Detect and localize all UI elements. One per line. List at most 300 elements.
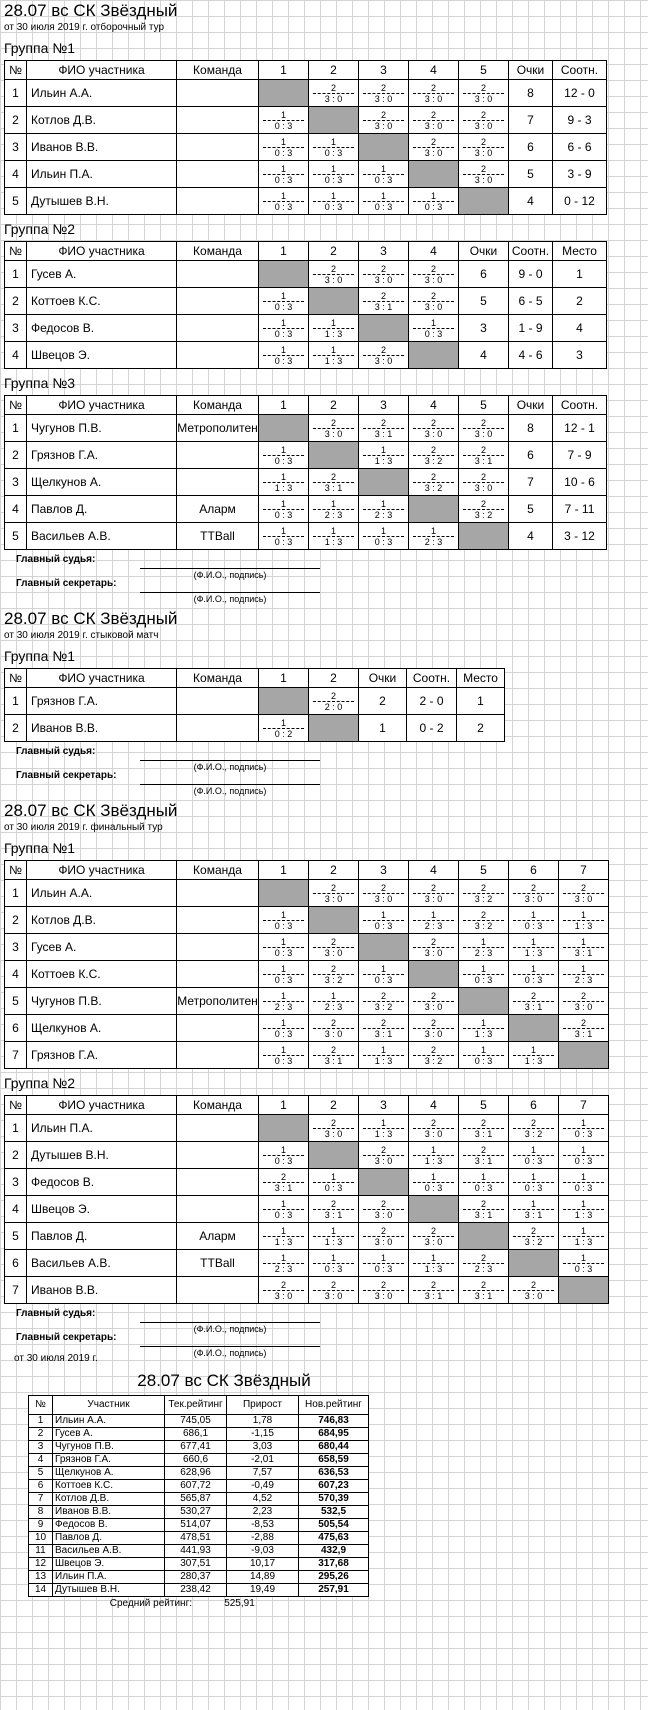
rating-cell: 238,42 — [165, 1584, 227, 1597]
match-score — [359, 1018, 408, 1039]
match-points: 1 — [563, 1145, 604, 1156]
header-row — [5, 1096, 609, 1115]
summary-cell: 7 - 9 — [553, 442, 607, 469]
qualifying-title: 28.07 вс СК Звёздный — [4, 1, 178, 20]
match-points: 2 — [313, 1199, 354, 1210]
team-name — [177, 934, 259, 961]
player-name: Ильин П.А. — [27, 1115, 177, 1142]
match-points: 1 — [563, 964, 604, 975]
group-table — [4, 395, 607, 550]
match-cell — [409, 107, 459, 134]
match-result: 0 : 3 — [324, 1182, 343, 1193]
team-name — [177, 315, 259, 342]
player-name: Котлов Д.В. — [27, 107, 177, 134]
match-points: 1 — [463, 937, 504, 948]
match-cell — [359, 880, 409, 907]
secretary-caption: (Ф.И.О., подпись) — [193, 786, 267, 796]
match-cell — [409, 1169, 459, 1196]
rating-cell: 2 — [29, 1428, 53, 1441]
header-cell: Команда — [177, 242, 259, 261]
match-points: 2 — [463, 1145, 504, 1156]
match-result: 0 : 3 — [574, 1182, 593, 1193]
table-row — [5, 1042, 609, 1069]
match-result: 3 : 1 — [474, 1209, 493, 1220]
signature-block — [0, 742, 320, 796]
match-result: 3 : 2 — [424, 1055, 443, 1066]
rating-body — [29, 1415, 369, 1597]
header-cell: 4 — [409, 861, 459, 880]
match-score — [359, 883, 408, 904]
row-number: 2 — [5, 288, 27, 315]
team-name — [177, 161, 259, 188]
match-cell — [559, 1169, 609, 1196]
match-result: 0 : 3 — [274, 355, 293, 366]
match-result: 0 : 3 — [274, 147, 293, 158]
match-cell — [559, 988, 609, 1015]
match-result: 3 : 0 — [374, 120, 393, 131]
judge-caption: (Ф.И.О., подпись) — [193, 570, 267, 580]
rating-cell: Коттоев К.С. — [53, 1480, 165, 1493]
header-cell: 1 — [259, 861, 309, 880]
match-score — [309, 526, 358, 547]
secretary-caption: (Ф.И.О., подпись) — [193, 594, 267, 604]
match-score — [509, 1145, 558, 1166]
diagonal-cell — [459, 523, 509, 550]
average-rating-label: Средний рейтинг: — [109, 1598, 192, 1609]
match-result: 3 : 0 — [424, 93, 443, 104]
header-cell: ФИО участника — [27, 861, 177, 880]
match-points: 1 — [563, 1226, 604, 1237]
summary-cell: 5 — [459, 288, 509, 315]
header-row — [5, 242, 607, 261]
diagonal-cell — [309, 715, 359, 742]
match-points: 1 — [313, 526, 354, 537]
summary-cell: 3 — [553, 342, 607, 369]
header-cell: 1 — [259, 242, 309, 261]
secretary-line — [140, 770, 320, 785]
match-points: 1 — [413, 1253, 454, 1264]
match-result: 3 : 0 — [374, 1290, 393, 1301]
header-cell: 4 — [409, 396, 459, 415]
match-points: 2 — [363, 1145, 404, 1156]
match-points: 2 — [463, 1253, 504, 1264]
match-cell — [509, 1277, 559, 1304]
match-cell — [259, 1142, 309, 1169]
match-result: 1 : 3 — [374, 1128, 393, 1139]
rating-header-cell: Нов.рейтинг — [299, 1396, 369, 1415]
match-result: 3 : 1 — [374, 428, 393, 439]
match-result: 3 : 1 — [324, 482, 343, 493]
match-points: 1 — [263, 345, 304, 356]
match-points: 2 — [413, 83, 454, 94]
match-score — [509, 937, 558, 958]
team-name — [177, 1142, 259, 1169]
player-name: Ильин П.А. — [27, 161, 177, 188]
match-result: 1 : 3 — [474, 1028, 493, 1039]
match-score — [259, 1199, 308, 1220]
match-score — [309, 318, 358, 339]
summary-cell: 7 — [509, 107, 553, 134]
diagonal-cell — [409, 496, 459, 523]
match-cell — [509, 961, 559, 988]
match-cell — [359, 107, 409, 134]
match-cell — [359, 1015, 409, 1042]
player-name: Иванов В.В. — [27, 134, 177, 161]
match-cell — [309, 80, 359, 107]
match-cell — [359, 161, 409, 188]
match-result: 0 : 3 — [574, 1128, 593, 1139]
rating-row — [29, 1558, 369, 1571]
row-number: 1 — [5, 415, 27, 442]
match-score — [359, 1118, 408, 1139]
rating-cell: 14 — [29, 1584, 53, 1597]
match-result: 0 : 3 — [424, 201, 443, 212]
rating-row — [29, 1441, 369, 1454]
match-result: 3 : 0 — [324, 274, 343, 285]
summary-cell: 4 - 6 — [509, 342, 553, 369]
match-score — [259, 110, 308, 131]
match-result: 3 : 0 — [324, 428, 343, 439]
header-cell: 2 — [309, 61, 359, 80]
match-points: 2 — [263, 1280, 304, 1291]
row-number: 4 — [5, 1196, 27, 1223]
match-score — [459, 1018, 508, 1039]
header-cell: Очки — [509, 61, 553, 80]
team-name — [177, 134, 259, 161]
rating-cell: 1 — [29, 1415, 53, 1428]
match-score — [459, 1280, 508, 1301]
match-cell — [259, 342, 309, 369]
header-cell: 1 — [259, 669, 309, 688]
rating-cell: 9 — [29, 1519, 53, 1532]
header-cell: № — [5, 669, 27, 688]
team-name — [177, 107, 259, 134]
match-score — [409, 137, 458, 158]
match-score — [259, 499, 308, 520]
rating-cell: 505,54 — [299, 1519, 369, 1532]
match-points: 1 — [313, 991, 354, 1002]
match-result: 3 : 0 — [424, 1028, 443, 1039]
match-points: 1 — [263, 1018, 304, 1029]
match-points: 1 — [363, 964, 404, 975]
match-cell — [559, 1142, 609, 1169]
group-title: Группа №1 — [4, 648, 76, 664]
match-cell — [509, 907, 559, 934]
match-score — [409, 1045, 458, 1066]
header-cell: Команда — [177, 861, 259, 880]
match-points: 1 — [513, 910, 554, 921]
match-cell — [459, 1196, 509, 1223]
table-row — [5, 469, 607, 496]
match-result: 1 : 3 — [574, 1209, 593, 1220]
match-cell — [409, 934, 459, 961]
summary-cell: 2 — [457, 715, 505, 742]
match-cell — [309, 1042, 359, 1069]
match-score — [509, 964, 558, 985]
rating-section — [0, 1352, 640, 1610]
match-result: 3 : 1 — [374, 301, 393, 312]
rating-cell: 432,9 — [299, 1545, 369, 1558]
playoff-groups — [0, 644, 640, 742]
player-name: Грязнов Г.А. — [27, 442, 177, 469]
match-result: 3 : 1 — [474, 1155, 493, 1166]
match-result: 3 : 2 — [524, 1236, 543, 1247]
team-name — [177, 907, 259, 934]
header-row — [5, 861, 609, 880]
match-points: 2 — [463, 164, 504, 175]
match-points: 2 — [363, 991, 404, 1002]
rating-cell: 607,72 — [165, 1480, 227, 1493]
match-result: 3 : 0 — [474, 120, 493, 131]
header-cell: 5 — [459, 396, 509, 415]
rating-cell: 636,53 — [299, 1467, 369, 1480]
judge-label: Главный судья: — [16, 554, 96, 565]
row-number: 4 — [5, 342, 27, 369]
match-result: 2 : 3 — [474, 947, 493, 958]
rating-cell: 607,23 — [299, 1480, 369, 1493]
summary-cell: 12 - 0 — [553, 80, 607, 107]
match-score — [409, 110, 458, 131]
match-points: 2 — [363, 1018, 404, 1029]
match-points: 2 — [363, 418, 404, 429]
match-result: 0 : 3 — [274, 174, 293, 185]
match-result: 1 : 3 — [574, 1236, 593, 1247]
table-row — [5, 1169, 609, 1196]
player-name: Васильев А.В. — [27, 1250, 177, 1277]
summary-cell: 2 - 0 — [407, 688, 457, 715]
match-score — [259, 937, 308, 958]
summary-cell: 3 - 9 — [553, 161, 607, 188]
header-cell: Команда — [177, 669, 259, 688]
rating-row — [29, 1467, 369, 1480]
match-points: 2 — [363, 1280, 404, 1291]
match-cell — [259, 1169, 309, 1196]
match-result: 1 : 3 — [424, 1263, 443, 1274]
secretary-label: Главный секретарь: — [16, 578, 117, 589]
header-cell: Место — [553, 242, 607, 261]
match-points: 1 — [363, 526, 404, 537]
summary-cell: 4 — [459, 342, 509, 369]
table-row — [5, 907, 609, 934]
match-score — [309, 1118, 358, 1139]
match-result: 3 : 1 — [374, 1028, 393, 1039]
match-score — [359, 910, 408, 931]
match-score — [259, 291, 308, 312]
match-score — [409, 445, 458, 466]
header-cell: Очки — [509, 396, 553, 415]
match-result: 3 : 0 — [474, 482, 493, 493]
header-cell: 2 — [309, 669, 359, 688]
table-row — [5, 523, 607, 550]
match-result: 0 : 3 — [274, 1155, 293, 1166]
match-points: 2 — [563, 991, 604, 1002]
rating-title: 28.07 вс СК Звёздный — [137, 1371, 311, 1390]
match-cell — [259, 442, 309, 469]
match-points: 1 — [263, 526, 304, 537]
match-points: 1 — [313, 137, 354, 148]
match-points: 2 — [463, 1118, 504, 1129]
match-score — [309, 345, 358, 366]
diagonal-cell — [259, 880, 309, 907]
match-points: 1 — [563, 1172, 604, 1183]
rating-cell: 628,96 — [165, 1467, 227, 1480]
match-result: 0 : 3 — [574, 1263, 593, 1274]
match-result: 0 : 3 — [274, 974, 293, 985]
match-points: 1 — [263, 110, 304, 121]
diagonal-cell — [259, 261, 309, 288]
header-cell: 5 — [459, 61, 509, 80]
rating-cell: -2,01 — [227, 1454, 299, 1467]
table-row — [5, 288, 607, 315]
match-score — [559, 937, 608, 958]
match-cell — [509, 934, 559, 961]
match-cell — [259, 1015, 309, 1042]
row-number: 6 — [5, 1250, 27, 1277]
table-row — [5, 107, 607, 134]
match-score — [309, 991, 358, 1012]
match-cell — [359, 961, 409, 988]
match-cell — [359, 80, 409, 107]
header-cell: Место — [457, 669, 505, 688]
rating-cell: 677,41 — [165, 1441, 227, 1454]
diagonal-cell — [309, 107, 359, 134]
rating-cell: Котлов Д.В. — [53, 1493, 165, 1506]
match-score — [509, 1280, 558, 1301]
match-points: 2 — [313, 883, 354, 894]
match-points: 1 — [413, 318, 454, 329]
match-score — [359, 418, 408, 439]
row-number: 4 — [5, 961, 27, 988]
match-points: 2 — [513, 1226, 554, 1237]
header-cell: 4 — [409, 1096, 459, 1115]
row-number: 3 — [5, 469, 27, 496]
match-result: 3 : 0 — [324, 1128, 343, 1139]
final-title: 28.07 вс СК Звёздный — [4, 801, 178, 820]
summary-cell: 8 — [509, 80, 553, 107]
match-cell — [309, 1115, 359, 1142]
player-name: Швецов Э. — [27, 342, 177, 369]
match-score — [459, 83, 508, 104]
match-points: 1 — [313, 1253, 354, 1264]
match-cell — [359, 1250, 409, 1277]
row-number: 2 — [5, 442, 27, 469]
match-result: 3 : 1 — [474, 455, 493, 466]
match-result: 1 : 3 — [324, 1236, 343, 1247]
rating-cell: 4,52 — [227, 1493, 299, 1506]
match-points: 2 — [413, 1018, 454, 1029]
match-cell — [459, 1142, 509, 1169]
player-name: Коттоев К.С. — [27, 961, 177, 988]
match-score — [409, 472, 458, 493]
match-cell — [259, 134, 309, 161]
rating-row — [29, 1506, 369, 1519]
summary-cell: 7 — [509, 469, 553, 496]
match-points: 2 — [463, 110, 504, 121]
match-result: 0 : 3 — [474, 974, 493, 985]
judge-line — [140, 554, 320, 569]
match-result: 0 : 3 — [374, 974, 393, 985]
match-score — [309, 418, 358, 439]
player-name: Чугунов П.В. — [27, 415, 177, 442]
match-score — [309, 1172, 358, 1193]
header-cell: Соотн. — [509, 242, 553, 261]
match-score — [359, 991, 408, 1012]
match-cell — [459, 961, 509, 988]
match-score — [359, 1226, 408, 1247]
header-cell: 2 — [309, 861, 359, 880]
match-result: 3 : 0 — [324, 947, 343, 958]
match-points: 2 — [363, 110, 404, 121]
header-row — [5, 396, 607, 415]
match-result: 0 : 3 — [524, 1182, 543, 1193]
match-result: 3 : 0 — [424, 1128, 443, 1139]
diagonal-cell — [559, 1277, 609, 1304]
summary-cell: 9 - 0 — [509, 261, 553, 288]
player-name: Иванов В.В. — [27, 1277, 177, 1304]
summary-cell: 2 — [553, 288, 607, 315]
match-points: 2 — [313, 83, 354, 94]
match-points: 2 — [413, 1280, 454, 1291]
match-cell — [309, 961, 359, 988]
rating-cell: Васильев А.В. — [53, 1545, 165, 1558]
summary-cell: 0 - 2 — [407, 715, 457, 742]
match-score — [409, 418, 458, 439]
final-section — [0, 800, 640, 1358]
match-cell — [259, 934, 309, 961]
match-score — [259, 1253, 308, 1274]
match-cell — [409, 415, 459, 442]
match-points: 2 — [513, 1280, 554, 1291]
table-row — [5, 134, 607, 161]
match-cell — [309, 134, 359, 161]
group-title: Группа №3 — [4, 375, 76, 391]
header-cell: Соотн. — [553, 61, 607, 80]
rating-cell: -2,88 — [227, 1532, 299, 1545]
header-cell: 1 — [259, 396, 309, 415]
rating-cell: 745,05 — [165, 1415, 227, 1428]
team-name — [177, 442, 259, 469]
match-score — [359, 264, 408, 285]
match-score — [309, 937, 358, 958]
match-points: 1 — [413, 910, 454, 921]
player-name: Федосов В. — [27, 315, 177, 342]
final-groups — [0, 836, 640, 1304]
match-result: 2 : 3 — [424, 920, 443, 931]
match-score — [409, 291, 458, 312]
match-cell — [459, 134, 509, 161]
group-title: Группа №2 — [4, 1075, 76, 1091]
match-points: 2 — [413, 991, 454, 1002]
team-name — [177, 288, 259, 315]
summary-cell: 4 — [509, 523, 553, 550]
match-score — [409, 191, 458, 212]
player-name: Васильев А.В. — [27, 523, 177, 550]
match-cell — [409, 288, 459, 315]
match-cell — [309, 415, 359, 442]
match-result: 1 : 3 — [374, 1055, 393, 1066]
match-cell — [259, 907, 309, 934]
match-points: 2 — [463, 910, 504, 921]
match-points: 1 — [263, 1045, 304, 1056]
match-points: 1 — [313, 345, 354, 356]
match-score — [259, 345, 308, 366]
diagonal-cell — [309, 907, 359, 934]
match-score — [309, 164, 358, 185]
rating-cell: 660,6 — [165, 1454, 227, 1467]
header-cell: 2 — [309, 1096, 359, 1115]
match-cell — [259, 1250, 309, 1277]
row-number: 5 — [5, 1223, 27, 1250]
